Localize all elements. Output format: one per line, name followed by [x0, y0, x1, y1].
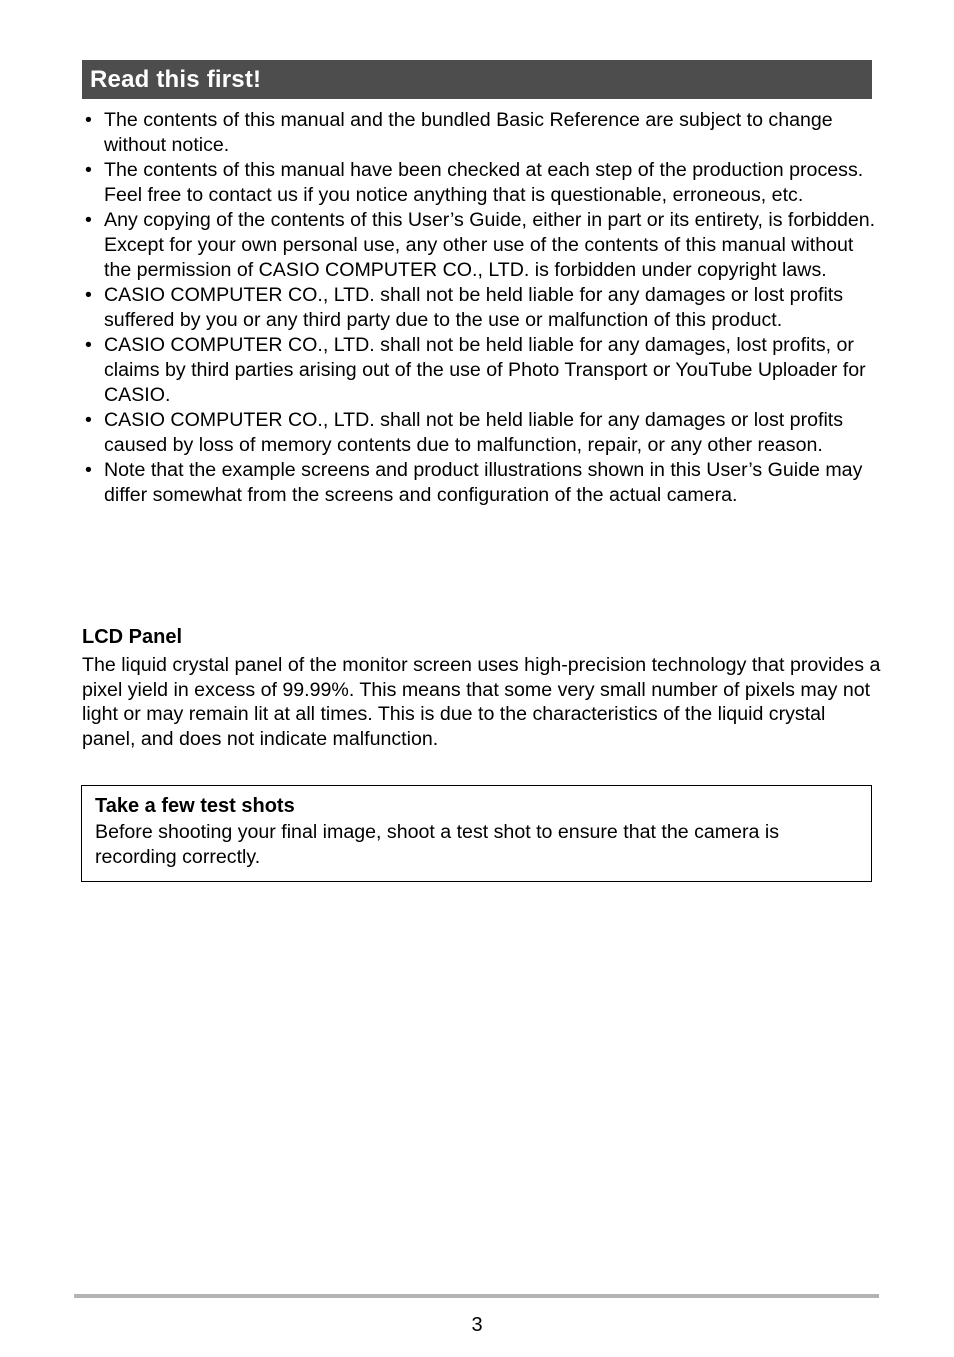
bullet-glyph: • [85, 459, 92, 481]
test-shots-note-box [81, 785, 872, 882]
bullet-glyph: • [85, 284, 92, 306]
bullet-text: CASIO COMPUTER CO., LTD. shall not be held liable for any damages or lost profits caused by loss of memory contents due to malfunction, repair, or any other reason. [104, 409, 844, 456]
bullet-text: The contents of this manual and the bundled Basic Reference are subject to change without notice. [104, 109, 833, 156]
bullet-item [82, 208, 882, 283]
bullet-text: CASIO COMPUTER CO., LTD. shall not be held liable for any damages, lost profits, or claims by third parties arising out of the use of Photo Transport or YouTube Uploader for CASIO. [104, 334, 866, 406]
lcd-panel-paragraph: The liquid crystal panel of the monitor screen uses high-precision technology that provides a pixel yield in excess of 99.99%. This means that some very small number of pixels may not light or may remain lit at all times. This is due to the characteristics of the liquid crystal panel, and does not indicate malfunction. [82, 654, 881, 750]
section-header-bar [82, 60, 872, 99]
footer-divider [74, 1294, 879, 1298]
bullet-text: The contents of this manual have been checked at each step of the production process. Feel free to contact us if you notice anything that is questionable, erroneous, etc. [104, 159, 864, 206]
bullet-item [82, 408, 882, 458]
page-number: 3 [471, 1314, 483, 1336]
bullet-item [82, 458, 882, 508]
bullet-glyph: • [85, 209, 92, 231]
bullet-text: Any copying of the contents of this User’s Guide, either in part or its entirety, is forbidden. Except for your own personal use, any other use of the contents of this manual without the permission of CASIO COMPUTER CO., LTD. is forbidden under copyright laws. [104, 209, 876, 281]
section-title: Read this first! [90, 66, 262, 93]
bullet-item [82, 158, 882, 208]
bullet-text: Note that the example screens and product illustrations shown in this User’s Guide may differ somewhat from the screens and configuration of the actual camera. [104, 459, 863, 506]
bullet-glyph: • [85, 159, 92, 181]
note-title: Take a few test shots [95, 795, 295, 817]
notice-bullet-list [82, 108, 882, 508]
bullet-glyph: • [85, 109, 92, 131]
bullet-item [82, 283, 882, 333]
bullet-glyph: • [85, 409, 92, 431]
bullet-item [82, 108, 882, 158]
note-text: Before shooting your final image, shoot a test shot to ensure that the camera is recording correctly. [95, 821, 779, 868]
bullet-text: CASIO COMPUTER CO., LTD. shall not be held liable for any damages or lost profits suffered by you or any third party due to the use or malfunction of this product. [104, 284, 844, 331]
lcd-panel-heading: LCD Panel [82, 626, 183, 648]
bullet-glyph: • [85, 334, 92, 356]
bullet-item [82, 333, 882, 408]
